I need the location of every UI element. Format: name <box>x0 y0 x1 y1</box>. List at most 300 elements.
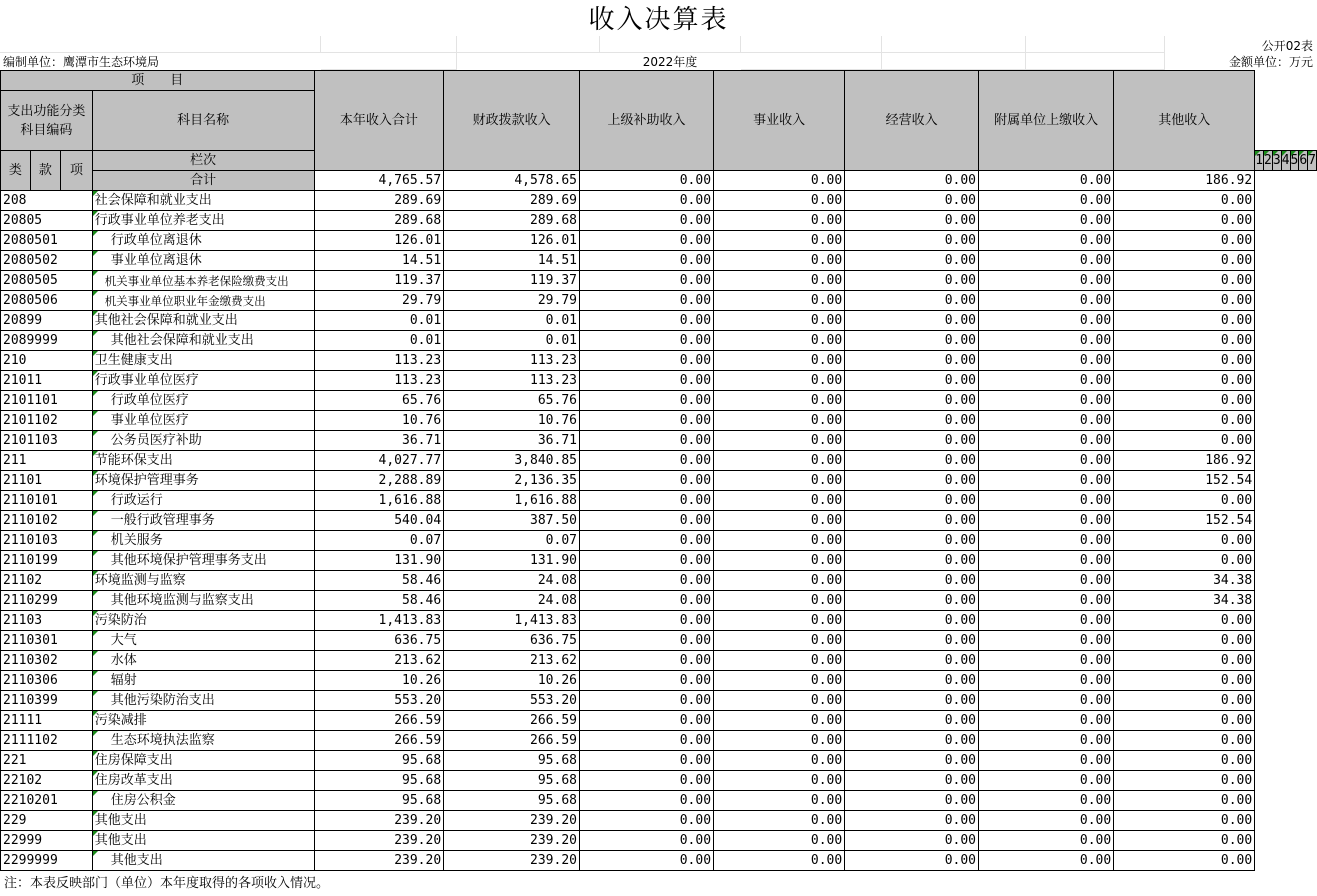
row-value-7: 0.00 <box>1114 831 1255 851</box>
row-value-3: 0.00 <box>579 851 713 871</box>
row-value-5: 0.00 <box>845 591 979 611</box>
row-subject-text: 行政单位离退休 <box>110 232 202 248</box>
row-code: 2111102 <box>1 731 93 751</box>
row-value-5: 0.00 <box>845 371 979 391</box>
row-value-6: 0.00 <box>979 491 1114 511</box>
table-row <box>1 331 1317 351</box>
row-subject-name <box>92 851 314 871</box>
row-subject-name <box>92 311 314 331</box>
cell-marker <box>93 651 98 656</box>
row-code: 21011 <box>1 371 93 391</box>
row-subject-name <box>92 731 314 751</box>
table-row <box>1 431 1317 451</box>
row-subject-text: 行政事业单位医疗 <box>94 372 199 388</box>
row-value-6: 0.00 <box>979 331 1114 351</box>
row-subject-text: 事业单位医疗 <box>110 412 189 428</box>
row-value-1: 1,413.83 <box>314 611 444 631</box>
row-subject-name <box>92 231 314 251</box>
row-subject-text: 节能环保支出 <box>94 452 173 468</box>
row-value-1: 636.75 <box>314 631 444 651</box>
table-row <box>1 671 1317 691</box>
table-row <box>1 251 1317 271</box>
fiscal-year: 2022年度 <box>642 55 698 69</box>
income-table <box>0 70 1317 871</box>
row-subject-text: 行政事业单位养老支出 <box>94 212 225 228</box>
row-value-5: 0.00 <box>845 771 979 791</box>
row-subject-name <box>92 671 314 691</box>
row-value-6: 0.00 <box>979 831 1114 851</box>
row-value-7: 0.00 <box>1114 551 1255 571</box>
row-value-2: 95.68 <box>444 751 580 771</box>
row-subject-text: 其他支出 <box>94 832 147 848</box>
col-number-3 <box>1272 151 1281 171</box>
row-value-6: 0.00 <box>979 791 1114 811</box>
row-value-2: 95.68 <box>444 791 580 811</box>
cell-marker <box>93 811 98 816</box>
table-row <box>1 851 1317 871</box>
total-value-2: 4,578.65 <box>444 171 580 191</box>
row-value-1: 239.20 <box>314 851 444 871</box>
table-row <box>1 751 1317 771</box>
row-value-4: 0.00 <box>714 191 845 211</box>
row-value-4: 0.00 <box>714 571 845 591</box>
row-value-4: 0.00 <box>714 851 845 871</box>
row-subject-name <box>92 531 314 551</box>
row-value-1: 0.07 <box>314 531 444 551</box>
cell-marker <box>93 371 98 376</box>
row-value-4: 0.00 <box>714 391 845 411</box>
header-xiang: 项 <box>61 151 92 191</box>
row-value-4: 0.00 <box>714 711 845 731</box>
row-code: 2210201 <box>1 791 93 811</box>
col-number-1 <box>1255 151 1264 171</box>
table-row <box>1 191 1317 211</box>
row-subject-name <box>92 511 314 531</box>
row-code: 2110399 <box>1 691 93 711</box>
table-row <box>1 471 1317 491</box>
row-value-1: 289.69 <box>314 191 444 211</box>
total-value-5: 0.00 <box>845 171 979 191</box>
table-row <box>1 551 1317 571</box>
row-value-1: 36.71 <box>314 431 444 451</box>
cell-marker <box>1291 151 1296 156</box>
col-number-4 <box>1281 151 1290 171</box>
row-code: 20805 <box>1 211 93 231</box>
row-value-2: 1,616.88 <box>444 491 580 511</box>
table-row <box>1 411 1317 431</box>
row-value-1: 95.68 <box>314 771 444 791</box>
row-code: 2110102 <box>1 511 93 531</box>
cell-marker <box>93 631 98 636</box>
header-col-business: 事业收入 <box>714 71 845 171</box>
cell-marker <box>93 431 98 436</box>
row-code: 2080501 <box>1 231 93 251</box>
row-subject-name <box>92 351 314 371</box>
row-value-1: 126.01 <box>314 231 444 251</box>
header-heji: 合计 <box>92 171 314 191</box>
row-code: 21102 <box>1 571 93 591</box>
row-code: 22999 <box>1 831 93 851</box>
row-value-6: 0.00 <box>979 511 1114 531</box>
row-value-3: 0.00 <box>579 251 713 271</box>
header-item: 项 目 <box>1 71 315 91</box>
row-value-3: 0.00 <box>579 291 713 311</box>
header-lanci: 栏次 <box>92 151 314 171</box>
row-subject-text: 环境监测与监察 <box>94 572 186 588</box>
row-subject-text: 行政单位医疗 <box>110 392 189 408</box>
row-value-4: 0.00 <box>714 651 845 671</box>
table-row <box>1 691 1317 711</box>
row-value-3: 0.00 <box>579 211 713 231</box>
table-row <box>1 311 1317 331</box>
row-value-1: 113.23 <box>314 371 444 391</box>
row-value-5: 0.00 <box>845 431 979 451</box>
table-row <box>1 811 1317 831</box>
row-value-6: 0.00 <box>979 411 1114 431</box>
row-subject-name <box>92 271 314 291</box>
row-subject-name <box>92 371 314 391</box>
row-subject-text: 生态环境执法监察 <box>110 732 215 748</box>
row-value-2: 131.90 <box>444 551 580 571</box>
row-value-7: 0.00 <box>1114 811 1255 831</box>
row-value-6: 0.00 <box>979 851 1114 871</box>
row-value-2: 113.23 <box>444 351 580 371</box>
row-value-5: 0.00 <box>845 571 979 591</box>
row-subject-name <box>92 391 314 411</box>
row-value-4: 0.00 <box>714 611 845 631</box>
cell-marker <box>93 731 98 736</box>
table-row <box>1 351 1317 371</box>
row-code: 22102 <box>1 771 93 791</box>
row-value-5: 0.00 <box>845 851 979 871</box>
row-subject-name <box>92 191 314 211</box>
table-row <box>1 531 1317 551</box>
row-value-4: 0.00 <box>714 211 845 231</box>
row-code: 2089999 <box>1 331 93 351</box>
row-code: 2110101 <box>1 491 93 511</box>
row-value-5: 0.00 <box>845 671 979 691</box>
row-code: 21101 <box>1 471 93 491</box>
row-code: 221 <box>1 751 93 771</box>
row-value-5: 0.00 <box>845 391 979 411</box>
row-code: 2110103 <box>1 531 93 551</box>
row-value-2: 266.59 <box>444 711 580 731</box>
header-lei: 类 <box>1 151 31 191</box>
row-code: 2299999 <box>1 851 93 871</box>
row-code: 2101103 <box>1 431 93 451</box>
row-value-2: 2,136.35 <box>444 471 580 491</box>
row-value-3: 0.00 <box>579 511 713 531</box>
cell-marker <box>93 391 98 396</box>
row-value-3: 0.00 <box>579 551 713 571</box>
form-number: 公开02表 <box>1261 39 1313 53</box>
row-value-5: 0.00 <box>845 691 979 711</box>
row-value-7: 0.00 <box>1114 651 1255 671</box>
row-code: 2110306 <box>1 671 93 691</box>
row-value-1: 289.68 <box>314 211 444 231</box>
row-value-4: 0.00 <box>714 791 845 811</box>
table-row <box>1 831 1317 851</box>
row-value-5: 0.00 <box>845 211 979 231</box>
row-value-1: 131.90 <box>314 551 444 571</box>
row-value-3: 0.00 <box>579 191 713 211</box>
row-value-2: 24.08 <box>444 571 580 591</box>
total-value-7: 186.92 <box>1114 171 1255 191</box>
row-code: 2080502 <box>1 251 93 271</box>
row-subject-text: 住房改革支出 <box>94 772 173 788</box>
row-subject-text: 污染减排 <box>94 712 147 728</box>
row-value-3: 0.00 <box>579 331 713 351</box>
row-value-3: 0.00 <box>579 391 713 411</box>
row-value-6: 0.00 <box>979 551 1114 571</box>
table-row <box>1 391 1317 411</box>
row-value-1: 10.76 <box>314 411 444 431</box>
row-value-1: 1,616.88 <box>314 491 444 511</box>
cell-marker <box>93 211 98 216</box>
header-func-code: 支出功能分类科目编码 <box>1 91 93 151</box>
row-value-4: 0.00 <box>714 671 845 691</box>
row-value-4: 0.00 <box>714 691 845 711</box>
row-value-3: 0.00 <box>579 611 713 631</box>
row-value-5: 0.00 <box>845 611 979 631</box>
row-value-4: 0.00 <box>714 291 845 311</box>
row-value-7: 0.00 <box>1114 211 1255 231</box>
row-value-7: 0.00 <box>1114 751 1255 771</box>
cell-marker <box>93 711 98 716</box>
cell-marker <box>93 691 98 696</box>
col-number-text: 5 <box>1290 152 1299 168</box>
row-value-4: 0.00 <box>714 231 845 251</box>
row-value-5: 0.00 <box>845 531 979 551</box>
table-row <box>1 771 1317 791</box>
cell-marker <box>93 351 98 356</box>
row-value-5: 0.00 <box>845 351 979 371</box>
row-value-3: 0.00 <box>579 271 713 291</box>
row-subject-text: 事业单位离退休 <box>110 252 202 268</box>
row-subject-name <box>92 491 314 511</box>
cell-marker <box>93 851 98 856</box>
row-value-1: 213.62 <box>314 651 444 671</box>
row-value-3: 0.00 <box>579 351 713 371</box>
row-value-3: 0.00 <box>579 311 713 331</box>
row-value-4: 0.00 <box>714 451 845 471</box>
row-subject-text: 其他污染防治支出 <box>110 692 215 708</box>
row-value-3: 0.00 <box>579 371 713 391</box>
row-value-5: 0.00 <box>845 651 979 671</box>
row-subject-text: 住房保障支出 <box>94 752 173 768</box>
cell-marker <box>93 551 98 556</box>
row-subject-name <box>92 591 314 611</box>
row-value-3: 0.00 <box>579 771 713 791</box>
row-code: 2110302 <box>1 651 93 671</box>
row-value-3: 0.00 <box>579 431 713 451</box>
header-kuan: 款 <box>30 151 61 191</box>
row-value-5: 0.00 <box>845 191 979 211</box>
row-subject-name <box>92 811 314 831</box>
row-value-7: 0.00 <box>1114 671 1255 691</box>
row-subject-text: 环境保护管理事务 <box>94 472 199 488</box>
row-subject-name <box>92 651 314 671</box>
table-row <box>1 211 1317 231</box>
row-subject-name <box>92 711 314 731</box>
row-value-6: 0.00 <box>979 211 1114 231</box>
row-value-2: 636.75 <box>444 631 580 651</box>
row-value-5: 0.00 <box>845 731 979 751</box>
table-row <box>1 651 1317 671</box>
footnote: 注：本表反映部门（单位）本年度取得的各项收入情况。 <box>4 876 330 891</box>
row-value-4: 0.00 <box>714 471 845 491</box>
table-row <box>1 291 1317 311</box>
row-code: 2110301 <box>1 631 93 651</box>
row-value-6: 0.00 <box>979 651 1114 671</box>
row-value-2: 126.01 <box>444 231 580 251</box>
cell-marker <box>93 271 98 276</box>
cell-marker <box>93 331 98 336</box>
row-value-7: 34.38 <box>1114 571 1255 591</box>
row-subject-text: 其他支出 <box>110 852 163 868</box>
row-subject-name <box>92 791 314 811</box>
col-number-text: 3 <box>1272 152 1281 168</box>
row-value-4: 0.00 <box>714 431 845 451</box>
row-value-7: 0.00 <box>1114 391 1255 411</box>
row-value-5: 0.00 <box>845 271 979 291</box>
row-value-1: 65.76 <box>314 391 444 411</box>
row-value-2: 10.26 <box>444 671 580 691</box>
row-value-7: 0.00 <box>1114 851 1255 871</box>
cell-marker <box>93 291 98 296</box>
cell-marker <box>93 591 98 596</box>
row-code: 2101101 <box>1 391 93 411</box>
row-subject-text: 其他环境监测与监察支出 <box>110 592 254 608</box>
row-value-3: 0.00 <box>579 651 713 671</box>
col-number-7 <box>1308 151 1317 171</box>
row-value-4: 0.00 <box>714 731 845 751</box>
row-subject-text: 污染防治 <box>94 612 147 628</box>
row-value-6: 0.00 <box>979 631 1114 651</box>
row-value-6: 0.00 <box>979 711 1114 731</box>
cell-marker <box>93 751 98 756</box>
cell-marker <box>93 771 98 776</box>
cell-marker <box>93 531 98 536</box>
row-value-7: 0.00 <box>1114 531 1255 551</box>
cell-marker <box>1255 151 1260 156</box>
cell-marker <box>93 791 98 796</box>
row-value-1: 0.01 <box>314 331 444 351</box>
row-subject-name <box>92 611 314 631</box>
table-row <box>1 511 1317 531</box>
row-value-6: 0.00 <box>979 771 1114 791</box>
total-value-3: 0.00 <box>579 171 713 191</box>
row-value-1: 10.26 <box>314 671 444 691</box>
table-row <box>1 591 1317 611</box>
row-value-2: 1,413.83 <box>444 611 580 631</box>
row-value-3: 0.00 <box>579 731 713 751</box>
row-value-7: 0.00 <box>1114 191 1255 211</box>
cell-marker <box>93 511 98 516</box>
total-value-6: 0.00 <box>979 171 1114 191</box>
row-value-7: 0.00 <box>1114 711 1255 731</box>
row-value-7: 0.00 <box>1114 691 1255 711</box>
row-value-3: 0.00 <box>579 791 713 811</box>
row-code: 210 <box>1 351 93 371</box>
row-value-2: 3,840.85 <box>444 451 580 471</box>
row-subject-name <box>92 251 314 271</box>
row-value-1: 2,288.89 <box>314 471 444 491</box>
row-value-6: 0.00 <box>979 451 1114 471</box>
row-subject-name <box>92 471 314 491</box>
cell-marker <box>93 311 98 316</box>
row-value-6: 0.00 <box>979 691 1114 711</box>
row-value-2: 113.23 <box>444 371 580 391</box>
row-value-2: 289.69 <box>444 191 580 211</box>
cell-marker <box>93 471 98 476</box>
row-subject-name <box>92 331 314 351</box>
row-value-7: 0.00 <box>1114 491 1255 511</box>
row-value-4: 0.00 <box>714 511 845 531</box>
row-code: 2110199 <box>1 551 93 571</box>
row-subject-text: 机关事业单位职业年金缴费支出 <box>104 293 266 308</box>
row-subject-text: 行政运行 <box>110 492 163 508</box>
row-value-6: 0.00 <box>979 811 1114 831</box>
table-row <box>1 711 1317 731</box>
row-value-7: 0.00 <box>1114 611 1255 631</box>
row-code: 20899 <box>1 311 93 331</box>
row-value-2: 36.71 <box>444 431 580 451</box>
header-col-affiliate: 附属单位上缴收入 <box>979 71 1114 171</box>
row-value-4: 0.00 <box>714 771 845 791</box>
header-col-total: 本年收入合计 <box>314 71 444 171</box>
row-value-5: 0.00 <box>845 331 979 351</box>
row-value-2: 239.20 <box>444 851 580 871</box>
row-value-3: 0.00 <box>579 451 713 471</box>
page-title: 收入决算表 <box>588 5 729 35</box>
cell-marker <box>1299 151 1304 156</box>
row-value-5: 0.00 <box>845 751 979 771</box>
col-number-text: 6 <box>1299 152 1308 168</box>
cell-marker <box>93 411 98 416</box>
col-number-text: 4 <box>1281 152 1290 168</box>
cell-marker <box>93 611 98 616</box>
table-row <box>1 791 1317 811</box>
row-value-3: 0.00 <box>579 591 713 611</box>
row-code: 21111 <box>1 711 93 731</box>
row-value-1: 266.59 <box>314 731 444 751</box>
cell-marker <box>1282 151 1287 156</box>
row-value-7: 0.00 <box>1114 631 1255 651</box>
row-value-6: 0.00 <box>979 611 1114 631</box>
row-value-3: 0.00 <box>579 231 713 251</box>
row-value-6: 0.00 <box>979 471 1114 491</box>
row-value-6: 0.00 <box>979 571 1114 591</box>
row-value-3: 0.00 <box>579 831 713 851</box>
row-value-6: 0.00 <box>979 431 1114 451</box>
row-subject-name <box>92 291 314 311</box>
row-value-7: 0.00 <box>1114 411 1255 431</box>
row-subject-text: 水体 <box>110 652 137 668</box>
row-value-7: 0.00 <box>1114 731 1255 751</box>
row-value-4: 0.00 <box>714 591 845 611</box>
cell-marker <box>93 231 98 236</box>
cell-marker <box>93 191 98 196</box>
row-value-4: 0.00 <box>714 531 845 551</box>
row-value-2: 95.68 <box>444 771 580 791</box>
row-subject-text: 其他环境保护管理事务支出 <box>110 552 267 568</box>
row-value-4: 0.00 <box>714 751 845 771</box>
row-value-2: 239.20 <box>444 811 580 831</box>
row-value-4: 0.00 <box>714 411 845 431</box>
header-col-superior-subsidy: 上级补助收入 <box>579 71 713 171</box>
row-value-6: 0.00 <box>979 751 1114 771</box>
